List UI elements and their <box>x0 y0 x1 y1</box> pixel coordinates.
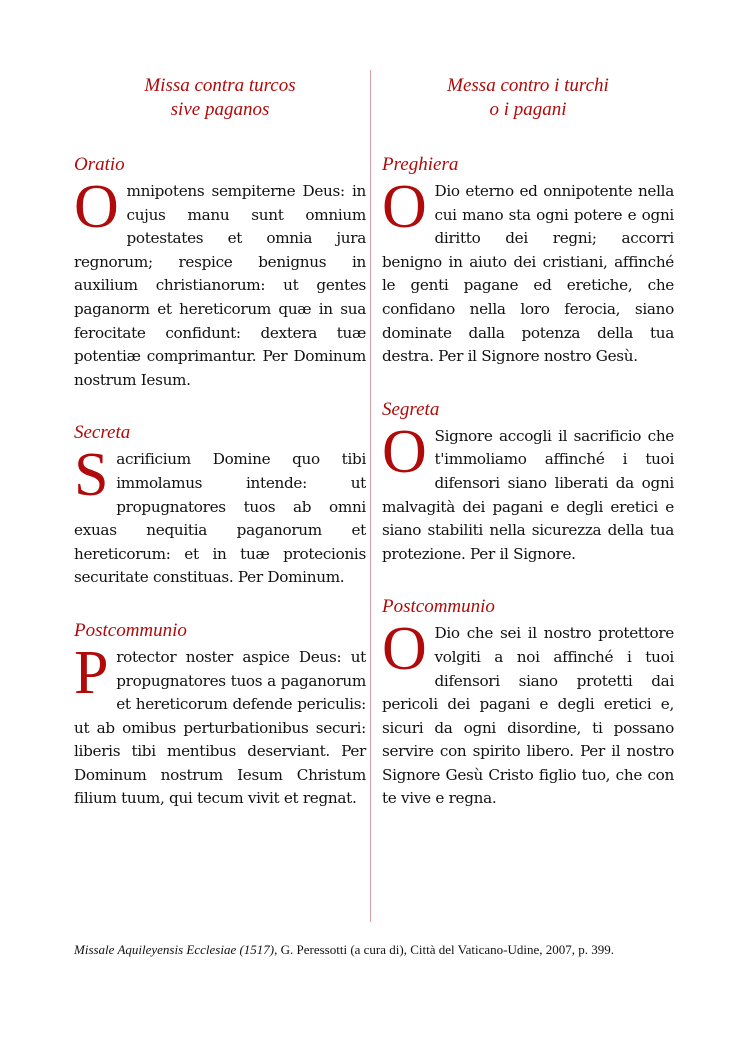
italian-title-line1: Messa contro i turchi <box>447 75 609 96</box>
section-text <box>74 638 366 811</box>
paragraph-body: rotector noster aspice Deus: ut propugnatores tuos a paganorum et hereticorum defende periculis: ut ab omibus perturbationibus securi: liberis tibi mentibus deserviant. Per Dominum nostrum Iesum Christum filium tuum, qui tecum vivit et regnat. <box>74 647 366 808</box>
drop-cap: O <box>382 615 427 684</box>
paragraph-body: mnipotens sempiterne Deus: in cujus manu sunt omnium potestates et omnia jura regnorum; respice benignus in auxilium christianorum: ut gentes paganorm et hereticorum quæ in sua ferocitate confidunt: dextera tuæ potentiæ comprimantur. Per Dominum nostrum Iesum. <box>74 182 366 389</box>
italian-title-line2: o i pagani <box>489 99 567 120</box>
drop-cap: O <box>74 173 119 241</box>
drop-cap: O <box>382 417 427 486</box>
italian-title <box>382 74 674 122</box>
footnote-title: Missale Aquileyensis Ecclesiae (1517) <box>74 942 275 957</box>
latin-title-line2: sive paganos <box>170 99 270 120</box>
paragraph-body: Dio che sei il nostro protettore volgiti a noi affinché i tuoi difensori siano protetti dai pericoli dei pagani e degli eretici e, sicuri da ogni disordine, ti possano servire con spirito libero. Per il nostro Signore Gesù Cristo figlio tuo, che con te vive e regna. <box>382 624 674 808</box>
section-text <box>382 173 674 369</box>
paragraph-body: Dio eterno ed onnipotente nella cui mano sta ogni potere e ogni diritto dei regni; accorri benigno in aiuto dei cristiani, affinché le genti pagane ed eretiche, che confidano nella loro ferocia, siano dominate dalla potenza della tua destra. Per il Signore nostro Gesù. <box>382 182 674 366</box>
drop-cap: O <box>382 173 427 241</box>
section-heading: Preghiera <box>382 154 459 175</box>
section-text <box>382 615 674 811</box>
section-text <box>382 417 674 567</box>
column-divider <box>370 70 371 922</box>
paragraph-body: Signore accogli il sacrificio che t'immoliamo affinché i tuoi difensori siano liberati da ogni malvagità dei pagani e degli eretici e siano stabiliti nella sicurezza della tua protezione. Per il Signore. <box>382 426 674 563</box>
latin-column <box>74 68 366 811</box>
latin-section-postcommunio <box>74 620 366 811</box>
latin-title-line1: Missa contra turcos <box>144 75 296 96</box>
source-footnote <box>74 940 668 959</box>
section-heading: Secreta <box>74 422 131 444</box>
latin-title <box>74 74 366 122</box>
drop-cap: S <box>74 441 109 510</box>
section-heading: Segreta <box>382 398 440 420</box>
section-heading: Oratio <box>74 154 125 175</box>
section-heading: Postcommunio <box>382 596 495 618</box>
section-heading: Postcommunio <box>74 619 187 641</box>
italian-section-postcommunio <box>382 596 674 811</box>
latin-section-secreta <box>74 422 366 590</box>
italian-section-segreta <box>382 399 674 567</box>
latin-section-oratio <box>74 154 366 392</box>
section-text <box>74 441 366 590</box>
drop-cap: P <box>74 638 109 707</box>
italian-section-preghiera <box>382 154 674 369</box>
section-text <box>74 173 366 392</box>
paragraph-body: acrificium Domine quo tibi immolamus intende: ut propugnatores tuos ab omni exuas nequitia paganorum et hereticorum: et in tuæ protecionis securitate constituas. Per Dominum. <box>74 450 366 587</box>
footnote-citation: , G. Peressotti (a cura di), Città del Vaticano-Udine, 2007, p. 399. <box>274 942 614 957</box>
italian-column <box>382 68 674 811</box>
